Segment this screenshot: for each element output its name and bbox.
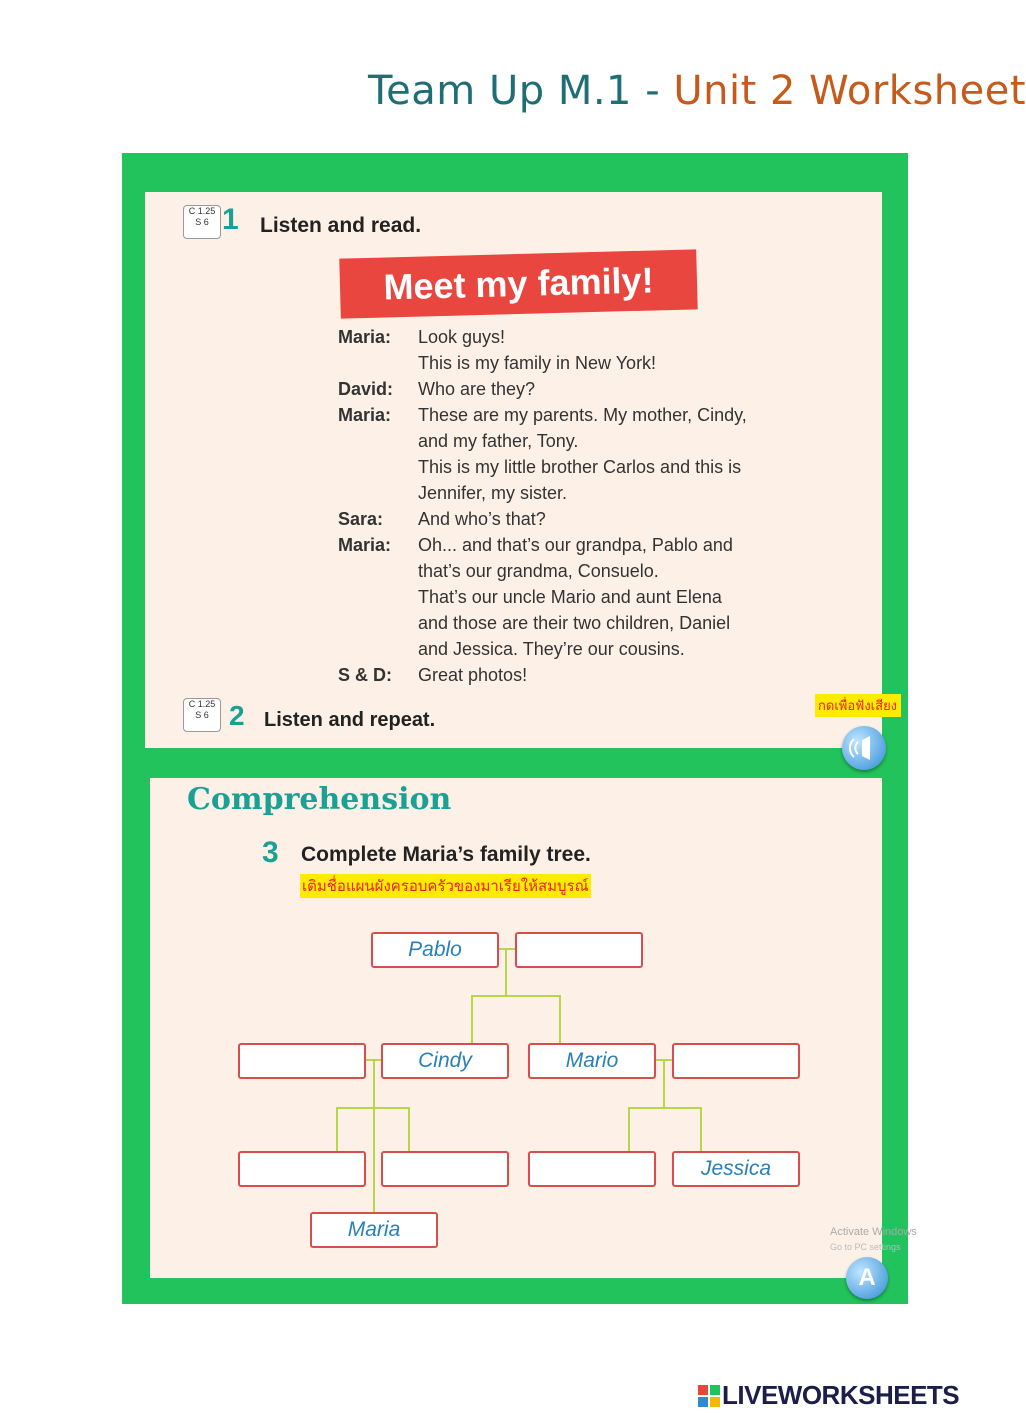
tree-connector: [628, 1107, 630, 1152]
cd-track-label: C 1.25: [188, 699, 216, 709]
cd-icon: [183, 205, 221, 239]
dialogue-line: Great photos!: [418, 665, 528, 685]
dialogue-line: and my father, Tony.: [418, 431, 579, 451]
exercise-number: 1: [222, 203, 239, 236]
title-part2: Unit 2 Worksheet: [673, 68, 1026, 114]
thai-instruction: เติมชื่อแผนผังครอบครัวของมาเรียให้สมบูรณ์: [300, 874, 591, 898]
dialogue-line: That’s our uncle Mario and aunt Elena: [418, 587, 722, 607]
tree-connector: [505, 948, 507, 996]
tree-box-cousin-2: Jessica: [672, 1151, 800, 1187]
dialogue-line: that’s our grandma, Consuelo.: [418, 561, 659, 581]
tree-box-uncle: Mario: [528, 1043, 656, 1079]
os-watermark: Go to PC settings: [830, 1242, 901, 1252]
speaker-icon: [842, 726, 886, 770]
speaker-label: Maria:: [338, 327, 392, 347]
worksheet-title: [368, 68, 1026, 114]
dialogue-line: Who are they?: [418, 379, 536, 399]
dialogue-line: This is my family in New York!: [418, 353, 657, 373]
cd-track-label: S 6: [195, 217, 209, 227]
exercise-number: 2: [229, 700, 245, 731]
title-part1: Team Up M.1 -: [368, 68, 674, 114]
speaker-label: Maria:: [338, 535, 392, 555]
tree-connector: [373, 1059, 375, 1213]
tree-connector: [408, 1107, 410, 1152]
tree-box-mother: Cindy: [381, 1043, 509, 1079]
answer-button[interactable]: A: [846, 1257, 888, 1299]
cd-track-label: C 1.25: [188, 206, 216, 216]
speaker-label: Maria:: [338, 405, 392, 425]
dialogue-line: Jennifer, my sister.: [418, 483, 568, 503]
audio-hint-label: กดเพื่อฟังเสียง: [815, 694, 901, 717]
tree-box-father[interactable]: [238, 1043, 366, 1079]
exercise-instruction: Listen and read.: [260, 214, 422, 237]
speaker-label: Sara:: [338, 509, 384, 529]
dialogue-banner: [339, 249, 697, 318]
dialogue-line: This is my little brother Carlos and this is: [418, 457, 742, 477]
tree-connector: [559, 995, 561, 1043]
tree-box-grandpa: Pablo: [371, 932, 499, 968]
tree-box-sibling-1[interactable]: [238, 1151, 366, 1187]
os-watermark: Activate Windows: [830, 1226, 917, 1238]
tree-connector: [336, 1107, 410, 1109]
tree-box-cousin-1[interactable]: [528, 1151, 656, 1187]
dialogue-line: These are my parents. My mother, Cindy,: [418, 405, 747, 425]
exercise-number: 3: [262, 836, 279, 869]
cd-icon: [183, 698, 221, 732]
banner-title: Meet my family!: [382, 259, 655, 308]
dialogue-line: Oh... and that’s our grandpa, Pablo and: [418, 535, 733, 555]
liveworksheets-logo-icon: [698, 1385, 720, 1407]
tree-connector: [471, 995, 561, 997]
tree-connector: [471, 995, 473, 1043]
tree-connector: [663, 1059, 665, 1109]
comprehension-heading: Comprehension: [187, 782, 452, 817]
exercise-instruction: Complete Maria’s family tree.: [301, 843, 591, 866]
speaker-label: S & D:: [338, 665, 392, 685]
exercise-instruction: Listen and repeat.: [264, 709, 436, 731]
cd-track-label: S 6: [195, 710, 209, 720]
speaker-label: David:: [338, 379, 394, 399]
dialogue-line: and Jessica. They’re our cousins.: [418, 639, 685, 659]
tree-box-aunt[interactable]: [672, 1043, 800, 1079]
liveworksheets-logo: [698, 1380, 959, 1411]
tree-connector: [628, 1107, 702, 1109]
dialogue-line: And who’s that?: [418, 509, 546, 529]
tree-connector: [700, 1107, 702, 1152]
tree-connector: [336, 1107, 338, 1152]
audio-play-button[interactable]: [842, 726, 886, 770]
tree-box-maria: Maria: [310, 1212, 438, 1248]
dialogue-line: and those are their two children, Daniel: [418, 613, 731, 633]
tree-box-grandma[interactable]: [515, 932, 643, 968]
tree-box-sibling-2[interactable]: [381, 1151, 509, 1187]
logo-text: LIVEWORKSHEETS: [722, 1380, 960, 1410]
dialogue-line: Look guys!: [418, 327, 506, 347]
